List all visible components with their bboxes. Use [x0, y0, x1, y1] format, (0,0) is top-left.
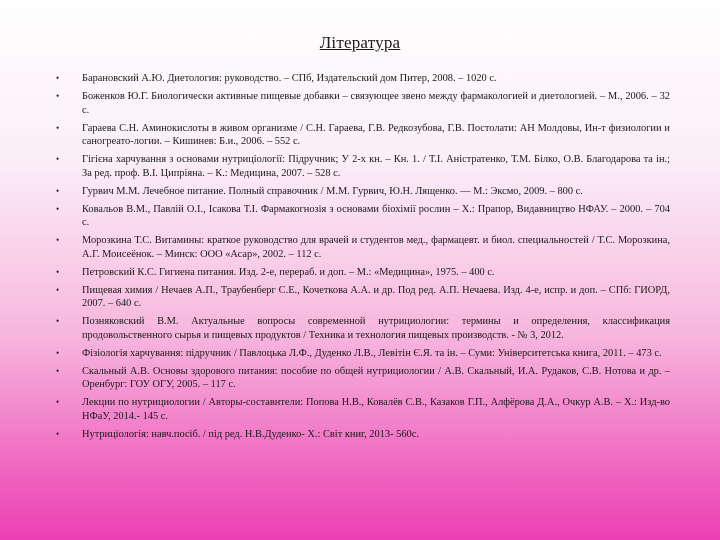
reference-item: [56, 396, 670, 423]
reference-item: [56, 185, 670, 198]
reference-item: [56, 153, 670, 180]
reference-item: [56, 122, 670, 149]
reference-text: Гігієна харчування з основами нутриціології: Підручник; У 2-х кн. – Кн. 1. / Т.І. Аністратенко, Т.М. Білко, О.В. Благодарова та ін.; За ред. проф. В.І. Ципріяна. – К.: Медицина, 2007. – 528 с.: [82, 154, 670, 179]
reference-text: Фізіологія харчування: підручник / Павлоцька Л.Ф., Дуденко Л.В., Левітін Є.Я. та ін. – Суми: Університетська книга, 2011. – 473 с.: [82, 347, 662, 359]
reference-list: [56, 72, 670, 446]
bullet-icon: •: [56, 397, 60, 408]
bullet-icon: •: [56, 347, 60, 358]
bullet-icon: •: [56, 154, 60, 165]
reference-item: [56, 90, 670, 117]
reference-text: Барановский А.Ю. Диетология: руководство. – СПб, Издательский дом Питер, 2008. – 1020 с.: [82, 73, 497, 84]
reference-text: Морозкина Т.С. Витамины: краткое руководство для врачей и студентов мед., фармацевт. и биол. специальностей / Т.С. Морозкина, А.Г. Моисеёнок. – Минск: ООО «Асар», 2002. – 112 с.: [82, 235, 670, 260]
reference-text: Скальный А.В. Основы здорового питания: пособие по общей нутрициологии / А.В. Скальный, И.А. Рудаков, С.В. Нотова и др. – Оренбург: ГОУ ОГУ, 2005. – 117 с.: [82, 365, 670, 391]
bullet-icon: •: [56, 122, 60, 133]
reference-item: [56, 72, 670, 85]
slide-title: Література: [319, 33, 401, 52]
bullet-icon: •: [56, 316, 60, 327]
reference-text: Пищевая химия / Нечаев А.П., Траубенберг С.Е., Кочеткова А.А. и др. Под ред. А.П. Нечаева. Изд. 4-е, испр. и доп. – СПб: ГИОРД, 2007. – 640 с.: [82, 284, 670, 310]
bullet-icon: •: [56, 73, 60, 83]
reference-text: Гурвич М.М. Лечебное питание. Полный справочник / М.М. Гурвич, Ю.Н. Лященко. — М.: Эксмо, 2009. – 800 с.: [82, 185, 583, 197]
reference-text: Нутриціологія: навч.посіб. / під ред. Н.В.Дуденко- Х.: Світ книг, 2013- 560с.: [82, 428, 419, 440]
bullet-icon: •: [56, 284, 60, 295]
reference-text: Гараева С.Н. Аминокислоты в живом организме / С.Н. Гараева, Г.В. Редкозубова, Г.В. Постолати: АН Молдовы, Ин-т физиологии и саногреато-логии. – Кишинев: Б.и., 2006. – 552 с.: [82, 122, 670, 147]
reference-item: [56, 203, 670, 230]
bullet-icon: •: [56, 235, 60, 246]
reference-text: Ковальов В.М., Павлій О.І., Ісакова Т.І. Фармакогнозія з основами біохімії рослин – Х.: Прапор, Видавництво НФАУ. – 2000. – 704 с.: [82, 203, 670, 229]
reference-item: [56, 266, 670, 279]
bullet-icon: •: [56, 365, 60, 376]
bullet-icon: •: [56, 428, 60, 439]
reference-text: Петровский К.С. Гигиена питания. Изд. 2-е, перераб. и доп. – М.: «Медицина», 1975. – 400 с.: [82, 266, 495, 278]
bullet-icon: •: [56, 266, 60, 277]
reference-item: [56, 365, 670, 392]
bullet-icon: •: [56, 91, 60, 102]
reference-item: [56, 284, 670, 311]
reference-text: Позняковский В.М. Актуальные вопросы современной нутрициологии: термины и определения, классификация продовольственного сырья и пищевых продуктов / Техника и технология пищевых производств. - № 3, 2012.: [82, 316, 670, 341]
reference-item: [56, 234, 670, 261]
reference-item: [56, 428, 670, 441]
bullet-icon: •: [56, 203, 60, 214]
reference-text: Боженков Ю.Г. Биологически активные пищевые добавки – связующее звено между фармакологией и диетологией. – М., 2006. – 32 с.: [82, 91, 670, 116]
reference-item: [56, 347, 670, 360]
reference-item: [56, 315, 670, 342]
bullet-icon: •: [56, 185, 60, 196]
reference-text: Лекции по нутрициологии / Авторы-составители: Попова Н.В., Ковалёв С.В., Казаков Г.П., Алфёрова Д.А., Очкур А.В. – Х.: Изд-во НФаУ, 2014.- 145 с.: [82, 397, 670, 422]
